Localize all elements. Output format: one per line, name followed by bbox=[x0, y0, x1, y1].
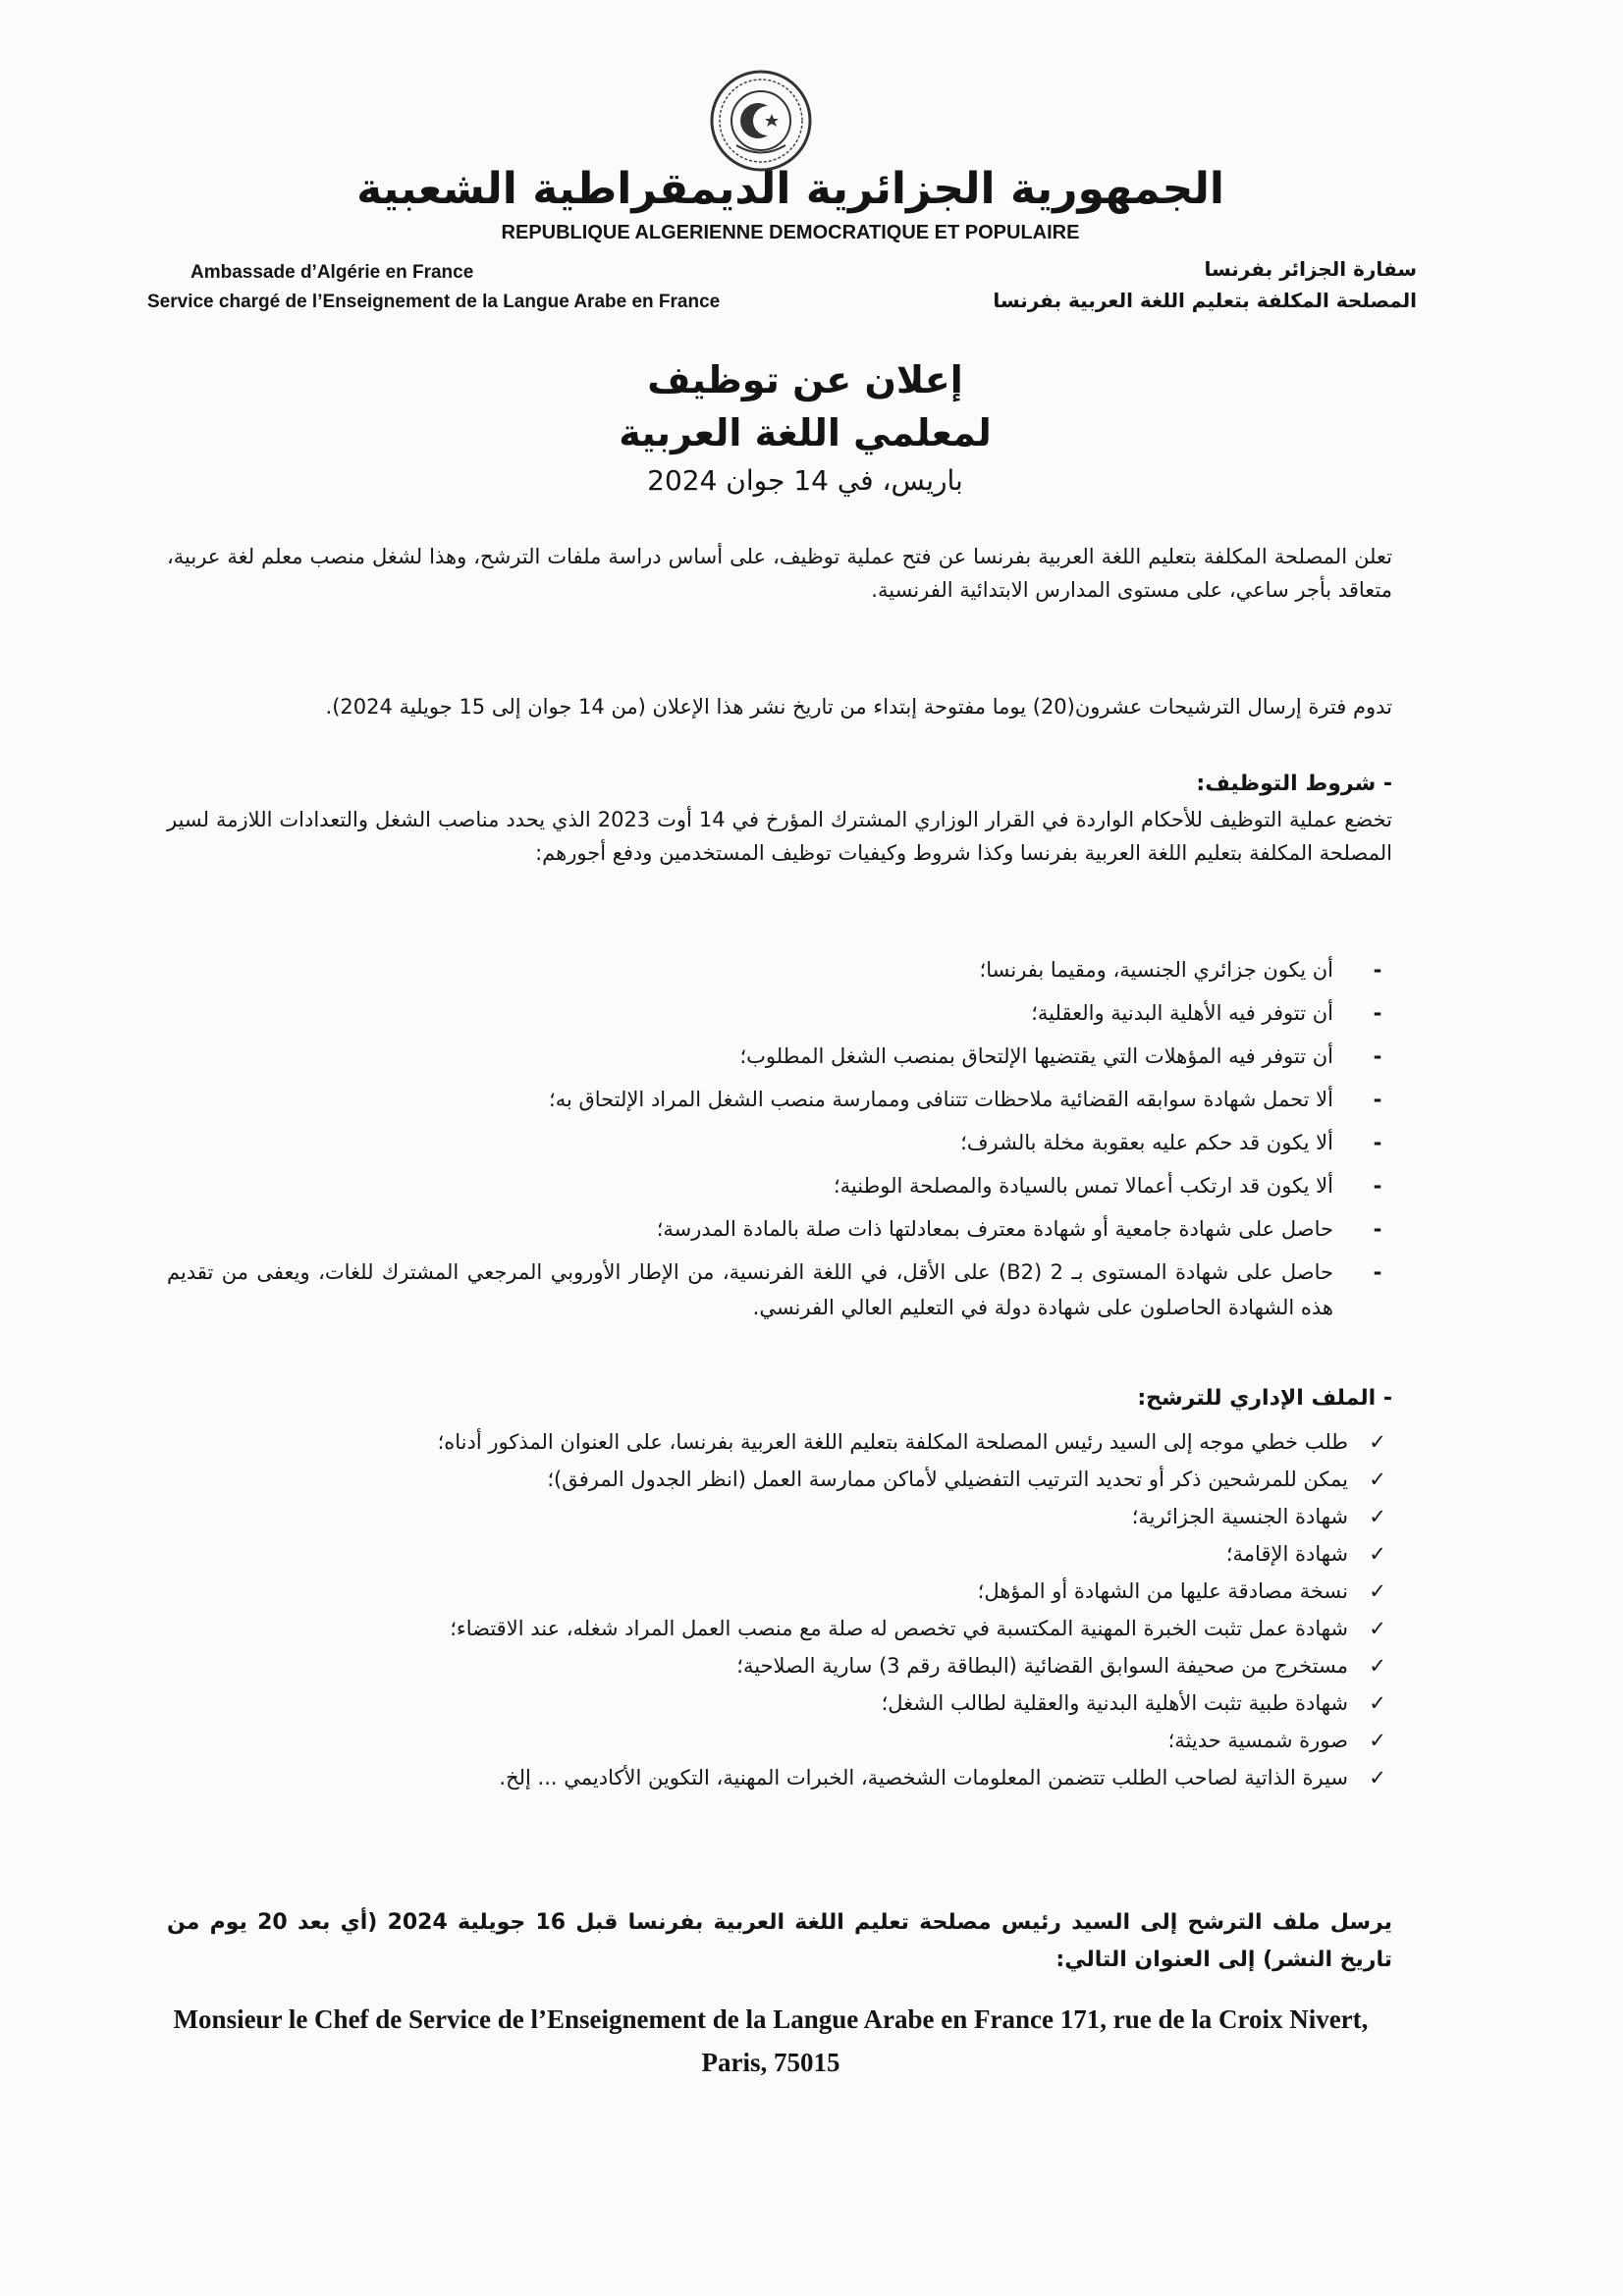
list-item bbox=[167, 1724, 1392, 1757]
list-item bbox=[167, 1686, 1392, 1720]
file-item-text: مستخرج من صحيفة السوابق القضائية (البطاقة رقم 3) سارية الصلاحية؛ bbox=[736, 1654, 1348, 1678]
check-icon: ✓ bbox=[1369, 1729, 1386, 1752]
file-items-list bbox=[167, 1425, 1392, 1798]
check-icon: ✓ bbox=[1369, 1579, 1386, 1603]
list-item bbox=[167, 1463, 1392, 1496]
period-paragraph: تدوم فترة إرسال الترشيحات عشرون(20) يوما مفتوحة إبتداء من تاريخ نشر هذا الإعلان (من 14 جوان إلى 15 جويلية 2024). bbox=[325, 695, 1392, 719]
condition-text: حاصل على شهادة المستوى بـ 2 (B2) على الأقل، في اللغة الفرنسية، من الإطار الأوروبي المرجعي المشترك للغات، ويعفى من تقديم هذه الشهادة الحاصلون على شهادة دولة في التعليم العالي الفرنسي. bbox=[167, 1260, 1333, 1319]
dash-marker: - bbox=[1373, 1001, 1382, 1025]
arabic-embassy-name: سفارة الجزائر بفرنسا bbox=[1204, 257, 1417, 281]
conditions-heading: - شروط التوظيف: bbox=[1196, 772, 1392, 796]
dash-marker: - bbox=[1373, 1131, 1382, 1154]
check-icon: ✓ bbox=[1369, 1468, 1386, 1491]
dash-marker: - bbox=[1373, 958, 1382, 982]
file-item-text: شهادة طبية تثبت الأهلية البدنية والعقلية لطالب الشغل؛ bbox=[881, 1691, 1348, 1715]
list-item bbox=[167, 1168, 1392, 1203]
postal-address: Monsieur le Chef de Service de l’Enseignement de la Langue Arabe en France 171, rue de la Croix Nivert, Paris, 75015 bbox=[173, 2004, 1369, 2077]
intro-paragraph: تعلن المصلحة المكلفة بتعليم اللغة العربية بفرنسا عن فتح عملية توظيف، على أساس دراسة ملفات الترشح، وهذا لشغل منصب معلم لغة عربية، متعاقد بأجر ساعي، على مستوى المدارس الابتدائية الفرنسية. bbox=[167, 545, 1392, 602]
check-icon: ✓ bbox=[1369, 1430, 1386, 1454]
announcement-subtitle: لمعلمي اللغة العربية bbox=[619, 411, 992, 454]
list-item bbox=[167, 1649, 1392, 1682]
file-item-text: سيرة الذاتية لصاحب الطلب تتضمن المعلومات الشخصية، الخبرات المهنية، التكوين الأكاديمي ... إلخ. bbox=[499, 1766, 1348, 1789]
condition-text: حاصل على شهادة جامعية أو شهادة معترف بمعادلتها ذات صلة بالمادة المدرسة؛ bbox=[656, 1217, 1333, 1241]
file-item-text: شهادة الجنسية الجزائرية؛ bbox=[1131, 1505, 1348, 1528]
arabic-republic-title: الجمهورية الجزائرية الديمقراطية الشعبية bbox=[356, 164, 1224, 214]
condition-text: أن يكون جزائري الجنسية، ومقيما بفرنسا؛ bbox=[979, 958, 1333, 982]
file-heading: - الملف الإداري للترشح: bbox=[1137, 1386, 1392, 1411]
list-item bbox=[167, 952, 1392, 988]
check-icon: ✓ bbox=[1369, 1654, 1386, 1678]
list-item bbox=[167, 1125, 1392, 1160]
file-item-text: يمكن للمرشحين ذكر أو تحديد الترتيب التفضيلي لأماكن ممارسة العمل (انظر الجدول المرفق)؛ bbox=[547, 1468, 1348, 1491]
dash-marker: - bbox=[1373, 1044, 1382, 1068]
check-icon: ✓ bbox=[1369, 1505, 1386, 1528]
condition-text: أن تتوفر فيه الأهلية البدنية والعقلية؛ bbox=[1031, 1001, 1333, 1025]
condition-text: ألا تحمل شهادة سوابقه القضائية ملاحظات تتنافى وممارسة منصب الشغل المراد الإلتحاق به؛ bbox=[549, 1088, 1333, 1111]
condition-text: أن تتوفر فيه المؤهلات التي يقتضيها الإلتحاق بمنصب الشغل المطلوب؛ bbox=[739, 1044, 1333, 1068]
french-embassy-name: Ambassade d’Algérie en France bbox=[190, 262, 474, 283]
dash-marker: - bbox=[1373, 1088, 1382, 1111]
check-icon: ✓ bbox=[1369, 1691, 1386, 1715]
list-item bbox=[167, 1039, 1392, 1074]
check-icon: ✓ bbox=[1369, 1542, 1386, 1566]
list-item bbox=[167, 1761, 1392, 1794]
list-item bbox=[167, 1537, 1392, 1571]
list-item bbox=[167, 1575, 1392, 1608]
check-icon: ✓ bbox=[1369, 1766, 1386, 1789]
list-item bbox=[167, 1500, 1392, 1533]
algerian-emblem-icon bbox=[707, 67, 815, 175]
french-republic-title: REPUBLIQUE ALGERIENNE DEMOCRATIQUE ET POPULAIRE bbox=[501, 222, 1080, 243]
file-item-text: طلب خطي موجه إلى السيد رئيس المصلحة المكلفة بتعليم اللغة العربية بفرنسا، على العنوان المذكور أدناه؛ bbox=[437, 1430, 1348, 1454]
condition-text: ألا يكون قد ارتكب أعمالا تمس بالسيادة والمصلحة الوطنية؛ bbox=[833, 1174, 1333, 1198]
french-service-name: Service chargé de l’Enseignement de la Langue Arabe en France bbox=[147, 292, 721, 312]
conditions-list bbox=[167, 952, 1392, 1333]
file-item-text: شهادة عمل تثبت الخبرة المهنية المكتسبة في تخصص له صلة مع منصب العمل المراد شغله، عند الاقتضاء؛ bbox=[450, 1617, 1348, 1640]
arabic-service-name: المصلحة المكلفة بتعليم اللغة العربية بفرنسا bbox=[993, 289, 1417, 312]
list-item bbox=[167, 1425, 1392, 1459]
dash-marker: - bbox=[1373, 1260, 1382, 1284]
file-item-text: صورة شمسية حديثة؛ bbox=[1167, 1729, 1348, 1752]
list-item bbox=[167, 1612, 1392, 1645]
announcement-title: إعلان عن توظيف bbox=[647, 358, 963, 401]
file-item-text: نسخة مصادقة عليها من الشهادة أو المؤهل؛ bbox=[977, 1579, 1348, 1603]
dash-marker: - bbox=[1373, 1217, 1382, 1241]
arabic-header-block bbox=[867, 253, 1417, 316]
list-item bbox=[167, 1082, 1392, 1117]
list-item bbox=[167, 995, 1392, 1031]
list-item bbox=[167, 1255, 1392, 1325]
condition-text: ألا يكون قد حكم عليه بعقوبة مخلة بالشرف؛ bbox=[960, 1131, 1333, 1154]
conditions-intro: تخضع عملية التوظيف للأحكام الواردة في القرار الوزاري المشترك المؤرخ في 14 أوت 2023 الذي يحدد مناصب الشغل والتعدادات اللازمة لسير المصلحة المكلفة بتعليم اللغة العربية بفرنسا وكذا شروط وكيفيات توظيف المستخدمين ودفع أجورهم: bbox=[167, 808, 1392, 865]
send-instructions: يرسل ملف الترشح إلى السيد رئيس مصلحة تعليم اللغة العربية بفرنسا قبل 16 جويلية 2024 (أي بعد 20 يوم من تاريخ النشر) إلى العنوان التالي: bbox=[167, 1910, 1392, 1972]
french-header-block bbox=[147, 258, 776, 317]
list-item bbox=[167, 1211, 1392, 1247]
dash-marker: - bbox=[1373, 1174, 1382, 1198]
announcement-date: باريس، في 14 جوان 2024 bbox=[647, 464, 963, 497]
check-icon: ✓ bbox=[1369, 1617, 1386, 1640]
file-item-text: شهادة الإقامة؛ bbox=[1225, 1542, 1348, 1566]
